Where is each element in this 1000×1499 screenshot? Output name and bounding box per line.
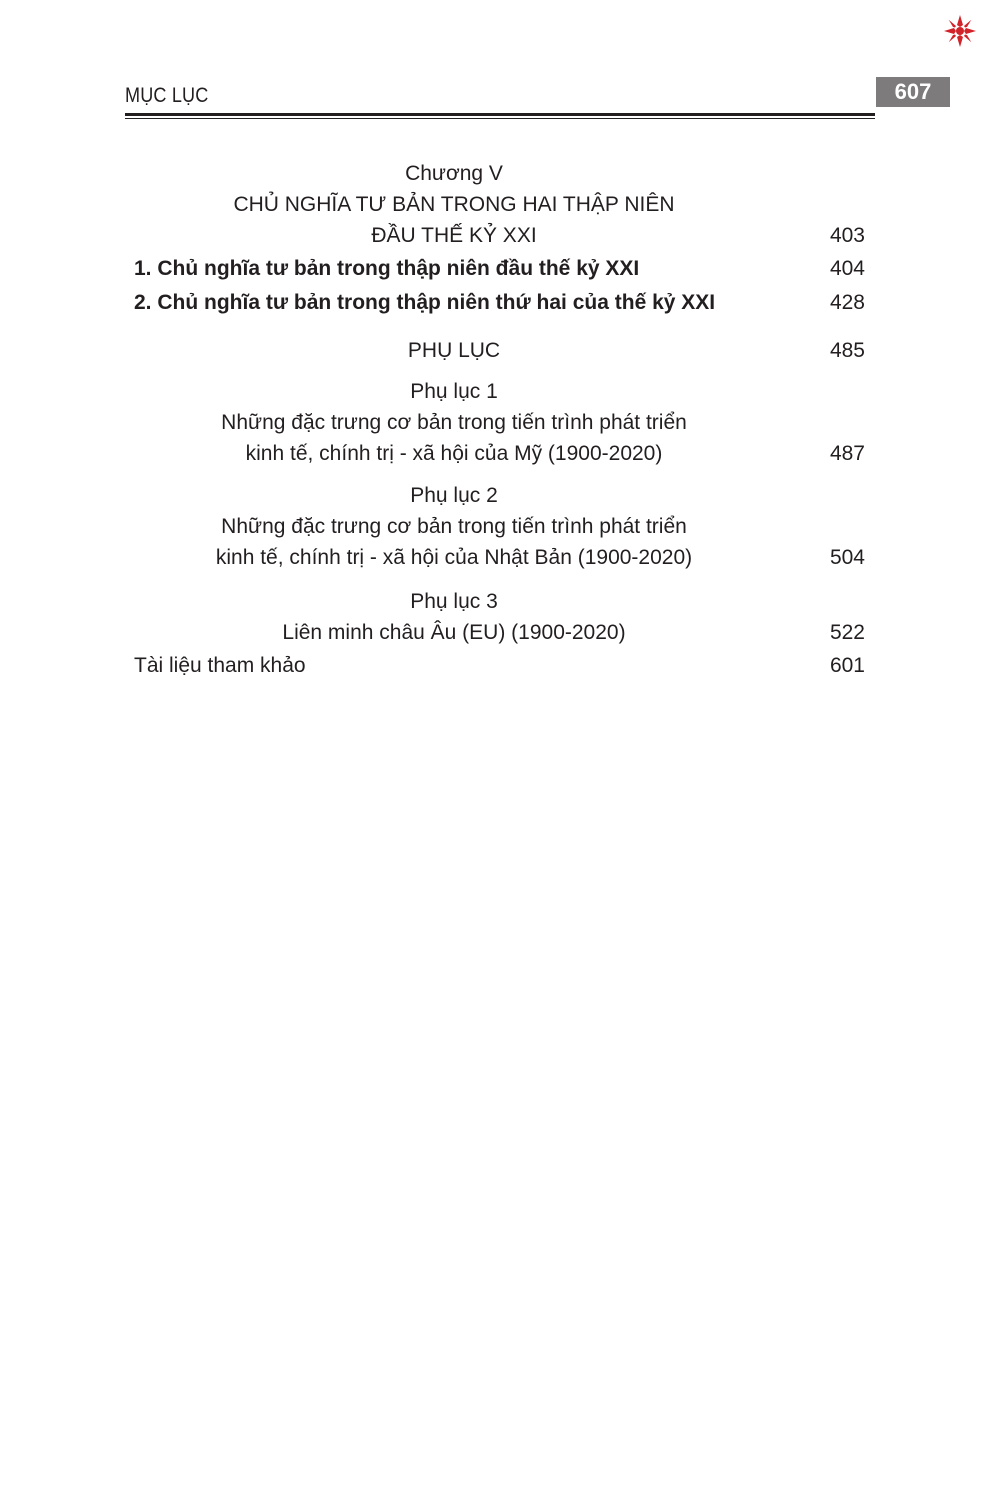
toc-section-title: 2. Chủ nghĩa tư bản trong thập niên thứ hai của thế kỷ XXI [134,291,716,314]
publisher-logo-icon [943,14,977,48]
chapter-label: Chương V [405,162,503,185]
references-title: Tài liệu tham khảo [134,654,306,677]
appendix-heading: PHỤ LỤC [407,339,501,362]
appendix-item-label: Phụ lục 2 [410,484,498,507]
appendix-item-label: Phụ lục 1 [410,380,498,403]
appendix-item-page: 522 [829,621,865,644]
running-title: MỤC LỤC [125,84,209,107]
appendix-item-line2: kinh tế, chính trị - xã hội của Mỹ (1900-2020) [245,442,663,465]
references-page: 601 [829,654,865,677]
appendix-item-line1: Những đặc trưng cơ bản trong tiến trình phát triển [221,411,687,434]
appendix-item-page: 504 [829,546,865,569]
toc-section-page: 428 [829,291,865,314]
appendix-item-line1: Liên minh châu Âu (EU) (1900-2020) [282,621,626,644]
appendix-item-label: Phụ lục 3 [410,590,498,613]
toc-section-page: 404 [829,257,865,280]
appendix-item-line2: kinh tế, chính trị - xã hội của Nhật Bản (1900-2020) [215,546,693,569]
chapter-title-line1: CHỦ NGHĨA TƯ BẢN TRONG HAI THẬP NIÊN [233,193,675,216]
page-number-badge: 607 [876,77,950,107]
toc-section-title: 1. Chủ nghĩa tư bản trong thập niên đầu thế kỷ XXI [134,257,640,280]
header-rule-thin [125,118,875,119]
appendix-item-line1: Những đặc trưng cơ bản trong tiến trình phát triển [221,515,687,538]
header-rule [125,113,875,116]
chapter-title-line2: ĐẦU THẾ KỶ XXI [371,224,537,247]
appendix-page: 485 [829,339,865,362]
chapter-page: 403 [829,224,865,247]
appendix-item-page: 487 [829,442,865,465]
